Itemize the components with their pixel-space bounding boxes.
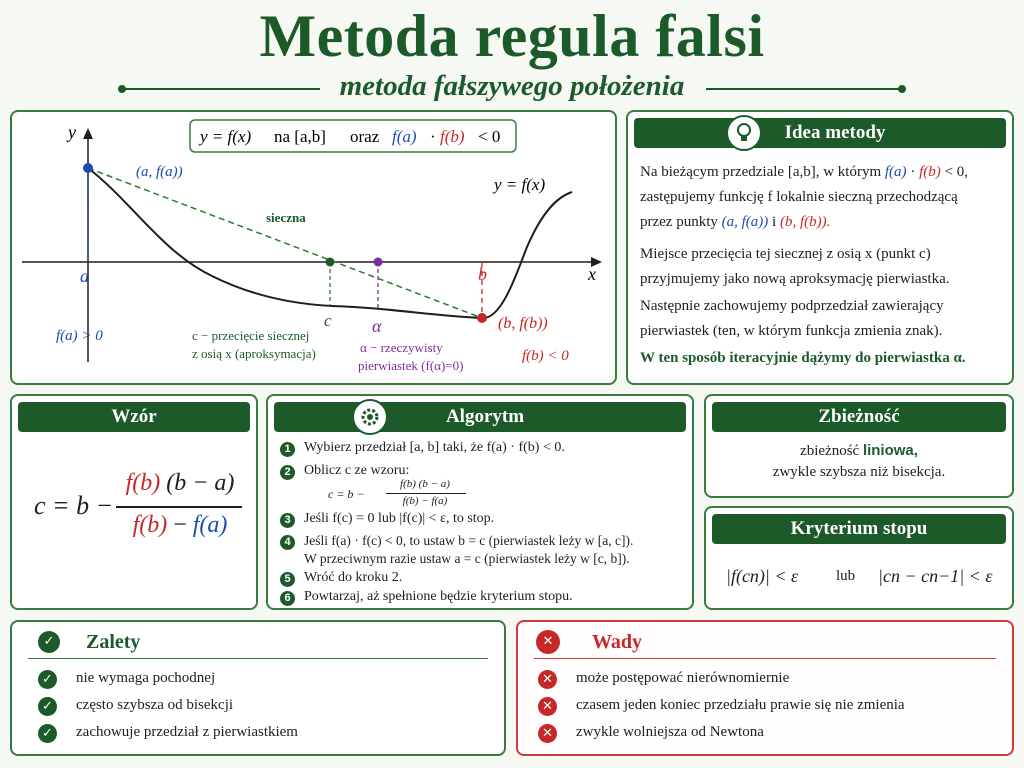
step-1-text: Wybierz przedział [a, b] taki, że f(a) · f(b) < 0. (304, 440, 565, 455)
convergence-header: Zbieżność (712, 402, 1006, 432)
pros-item-2: często szybsza od bisekcji (76, 697, 234, 713)
x-axis-label: x (588, 264, 596, 284)
condition-fa: f(a) (392, 127, 417, 146)
check-icon: ✓ (38, 724, 57, 743)
step-4-text: Jeśli f(a) · f(c) < 0, to ustaw b = c (pierwiastek leży w [a, c]). (304, 533, 634, 548)
idea-paragraph-1 (640, 160, 996, 235)
idea-paragraph-4: W ten sposób iteracyjnie dążymy do pierwiastka α. (640, 350, 966, 366)
x-icon: ✕ (538, 724, 557, 743)
cons-item-3: zwykle wolniejsza od Newtona (576, 724, 764, 740)
x-icon: ✕ (538, 697, 557, 716)
step-2-formula-den: f(b) − f(a) (402, 495, 448, 507)
step-5-text: Wróć do kroku 2. (304, 570, 403, 585)
idea-p1-fa: f(a) (884, 164, 907, 180)
step-6-text: Powtarzaj, aż spełnione będzie kryterium stopu. (304, 589, 573, 604)
cons-item-1: może postępować nierównomiernie (576, 670, 790, 686)
alpha-description-2: pierwiastek (f(α)=0) (358, 358, 464, 373)
page-subtitle: metoda fałszywego położenia (339, 70, 685, 102)
formula-num-fb: f(b) (125, 470, 161, 496)
cons-panel (516, 620, 1014, 756)
idea-panel (626, 110, 1014, 385)
idea-p1-fb: f(b) (919, 164, 941, 180)
step-5-number: 5 (280, 572, 295, 587)
idea-p1-lt: < 0, (944, 164, 968, 180)
idea-p1-line2: zastępujemy funkcję f lokalnie sieczną przechodzącą (640, 189, 958, 205)
convergence-line-1 (706, 442, 1012, 460)
condition-dot: · (430, 127, 436, 146)
point-a-label: (a, f(a)) (136, 164, 183, 180)
check-icon: ✓ (38, 670, 57, 689)
formula-denominator (118, 512, 242, 539)
convergence-panel (704, 394, 1014, 498)
formula-num-rest: (b − a) (166, 470, 235, 496)
gear-icon (352, 399, 388, 435)
idea-p3-line2: pierwiastek (ten, w którym funkcja zmienia znak). (640, 323, 943, 339)
x-icon: ✕ (538, 670, 557, 689)
idea-paragraph-2 (640, 242, 996, 292)
step-4-text-line2: W przeciwnym razie ustaw a = c (pierwiastek leży w [c, b]). (304, 551, 630, 566)
idea-p1-and: i (772, 214, 777, 230)
algorithm-header (274, 402, 686, 432)
idea-title: Idea metody (784, 122, 886, 143)
pros-item-1: nie wymaga pochodnej (76, 670, 216, 686)
stop-criterion-header: Kryterium stopu (712, 514, 1006, 544)
step-2-number: 2 (280, 465, 295, 480)
c-description-2: z osią x (aproksymacja) (192, 346, 316, 361)
idea-p1-point-a: (a, f(a)) (721, 214, 769, 230)
step-3-number: 3 (280, 513, 295, 528)
step-2-formula-lhs: c = b − (328, 487, 365, 501)
formula-den-minus: − (173, 512, 187, 538)
pros-check-icon: ✓ (38, 631, 60, 653)
lightbulb-icon (726, 115, 762, 151)
alpha-label: α (372, 316, 382, 336)
condition-text-1: y = f(x) (200, 127, 252, 146)
idea-p1-line3: przez punkty (640, 214, 718, 230)
step-3-text: Jeśli f(c) = 0 lub |f(c)| < ε, to stop. (304, 511, 495, 526)
point-b (477, 313, 487, 323)
point-c (326, 258, 335, 267)
b-label: b (478, 264, 487, 284)
check-icon: ✓ (38, 697, 57, 716)
step-2-text: Oblicz c ze wzoru: (304, 463, 410, 478)
condition-lt: < 0 (478, 127, 501, 146)
stop-criterion-left: |f(cn)| < ε (726, 566, 799, 586)
y-axis-label: y (68, 122, 76, 142)
idea-paragraph-3 (640, 294, 996, 344)
c-label: c (324, 311, 332, 330)
alpha-description-1: α − rzeczywisty (360, 340, 443, 355)
pros-title: Zalety (86, 631, 141, 653)
graph-panel (10, 110, 617, 385)
idea-p2-line1: Miejsce przecięcia tej siecznej z osią x (punkt c) (640, 246, 931, 262)
c-description-1: c − przecięcie siecznej (192, 328, 310, 343)
point-b-label: (b, f(b)) (498, 315, 548, 332)
formula-lhs: c = b − (34, 491, 114, 520)
cons-title: Wady (592, 631, 643, 653)
convergence-line-2: zwykle szybsza niż bisekcja. (772, 464, 946, 480)
point-alpha (374, 258, 383, 267)
pros-divider (28, 658, 488, 659)
curve-label: y = f(x) (494, 175, 546, 194)
idea-p2-line2: przyjmujemy jako nową aproksymację pierwiastka. (640, 271, 950, 287)
step-1-number: 1 (280, 442, 295, 457)
stop-criterion-panel (704, 506, 1014, 610)
formula-fraction-bar (116, 506, 242, 508)
subtitle-row (0, 70, 1024, 106)
secant-label: sieczna (266, 210, 306, 225)
pros-item-3: zachowuje przedział z pierwiastkiem (76, 724, 298, 740)
step-4-number: 4 (280, 535, 295, 550)
idea-p1-point-b: (b, f(b)). (779, 214, 831, 230)
stop-criterion-right: |cn − cn−1| < ε (878, 566, 993, 586)
pros-panel (10, 620, 506, 756)
formula-den-fa: f(a) (192, 512, 228, 538)
algorithm-panel (266, 394, 694, 610)
cons-x-icon: ✕ (536, 630, 560, 654)
stop-criterion-or: lub (836, 568, 856, 584)
formula-numerator (118, 470, 242, 497)
graph-svg (12, 112, 615, 383)
secant-line (88, 168, 482, 318)
page-title: Metoda regula falsi (259, 3, 765, 69)
idea-p1-text: Na bieżącym przedziale [a,b], w którym (640, 164, 882, 180)
step-2-formula-num: f(b) (b − a) (400, 478, 450, 490)
idea-p1-dot: · (910, 164, 916, 180)
algorithm-title: Algorytm (445, 406, 525, 427)
step-6-number: 6 (280, 591, 295, 606)
idea-p3-line1: Następnie zachowujemy podprzedział zawierający (640, 298, 944, 314)
y-axis-arrow (83, 128, 93, 139)
condition-fb: f(b) (440, 127, 465, 146)
a-label: a (80, 266, 89, 286)
formula-header: Wzór (18, 402, 250, 432)
cons-divider (534, 658, 996, 659)
convergence-text: zbieżność (800, 443, 860, 459)
idea-header (634, 118, 1006, 148)
cons-item-2: czasem jeden koniec przedziału prawie się nie zmienia (576, 697, 905, 713)
step-2-fraction-bar (386, 493, 466, 494)
point-a (83, 163, 93, 173)
condition-text-3: oraz (350, 127, 380, 146)
condition-text-2: na [a,b] (274, 127, 326, 146)
fa-positive-label: f(a) > 0 (56, 328, 103, 344)
formula-panel (10, 394, 258, 610)
fb-negative-label: f(b) < 0 (522, 348, 569, 364)
convergence-type: liniowa, (862, 442, 918, 459)
formula-den-fb: f(b) (132, 512, 168, 538)
